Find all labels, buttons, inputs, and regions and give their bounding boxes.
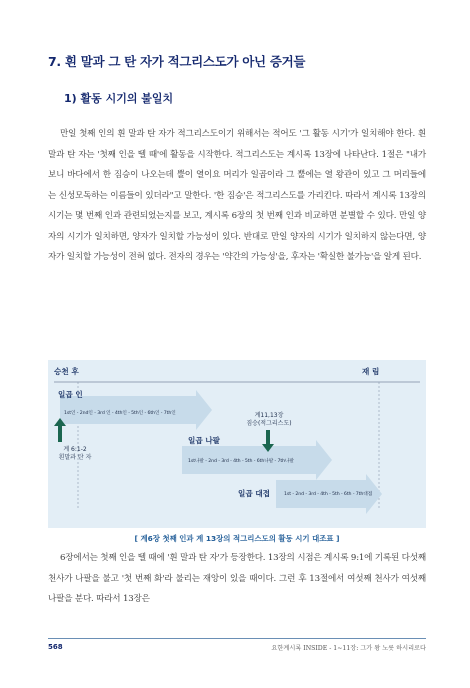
rev13-note-desc: 짐승(적그리스도) bbox=[246, 420, 292, 427]
rev13-note-ref: 계11,13장 bbox=[254, 412, 284, 419]
section-heading: 7. 흰 말과 그 탄 자가 적그리스도가 아닌 증거들 bbox=[48, 54, 306, 69]
paragraph-text: 6장에서는 첫째 인을 뗄 때에 '흰 말과 탄 자'가 등장한다. 13장의 시점은 계시록 9:1에 기록된 다섯째 천사가 나팔을 불고 '첫 번째 화'라 불리는 재앙이 있을 때이다. 그런 후 13절에서 여섯째 천사가 여섯째 나팔을 분다. 따라서 13장은 bbox=[48, 553, 426, 604]
body-paragraph-2 bbox=[48, 548, 426, 612]
timeline-diagram bbox=[48, 360, 426, 528]
rev13-marker-shaft bbox=[266, 430, 270, 444]
start-label: 승천 후 bbox=[54, 367, 79, 376]
diagram-caption: [ 계6장 첫째 인과 계 13장의 적그리스도의 활동 시기 대조표 ] bbox=[134, 534, 340, 543]
bowls-sequence: 1st - 2nd - 3rd - 4th - 5th - 6th - 7th대접 bbox=[284, 492, 373, 497]
page-number: 568 bbox=[48, 643, 63, 651]
running-title: 요한계시록 INSIDE - 1~11장: 그가 왕 노릇 하시리로다 bbox=[271, 645, 426, 652]
footer-divider bbox=[48, 638, 426, 639]
trumpets-label: 일곱 나팔 bbox=[188, 436, 220, 445]
trumpets-sequence: 1st나팔 - 2nd - 3rd - 4th - 5th - 6th나팔 - 7th나팔 bbox=[188, 459, 294, 464]
seals-label: 일곱 인 bbox=[58, 390, 83, 399]
rev13-note bbox=[238, 412, 300, 428]
timeline-graphics bbox=[48, 360, 426, 528]
paragraph-text: 만일 첫째 인의 흰 말과 탄 자가 적그리스도이기 위해서는 적어도 '그 활동 시기'가 일치해야 한다. 흰 말과 탄 자는 '첫째 인을 뗄 때'에 활동을 시작한다. 적그리스도는 계시록 13장에 나타난다. 1절은 "내가 보니 바다에서 한 짐승이 나오는데 뿔이 열이요 머리가 일곱이라 그 뿔에는 열 왕관이 있고 그 머리들에는 신성모독하는 이름들이 있더라"고 말한다. '한 짐승'은 적그리스도를 가리킨다. 따라서 계시록 13장의 시기는 몇 번째 인과 관련되었는지를 보고, 계시록 6장의 첫 번째 인과 비교하면 분별할 수 있다. 만일 양자의 시기가 일치하면, 양자가 일치할 가능성이 있다. 반대로 만일 양자의 시기가 일치하지 않는다면, 양자가 일치할 가능성이 전혀 없다. 전자의 경우는 '약간의 가능성'을, 후자는 '확실한 불가능'을 알게 된다. bbox=[48, 129, 426, 262]
body-paragraph-1 bbox=[48, 124, 426, 336]
rev6-note-desc: 흰말과 탄 자 bbox=[58, 454, 92, 461]
subheading: 1) 활동 시기의 불일치 bbox=[64, 92, 174, 105]
rev6-marker-shaft bbox=[58, 426, 62, 442]
rev6-note bbox=[50, 446, 100, 462]
bowls-label: 일곱 대접 bbox=[238, 489, 270, 498]
seals-sequence: 1st인 - 2nd인 - 3rd 인 - 4th인 - 5th인 - 6th인 - 7th인 bbox=[64, 411, 176, 416]
rev6-note-ref: 계 6:1-2 bbox=[63, 446, 87, 453]
end-label: 재 림 bbox=[362, 367, 380, 376]
